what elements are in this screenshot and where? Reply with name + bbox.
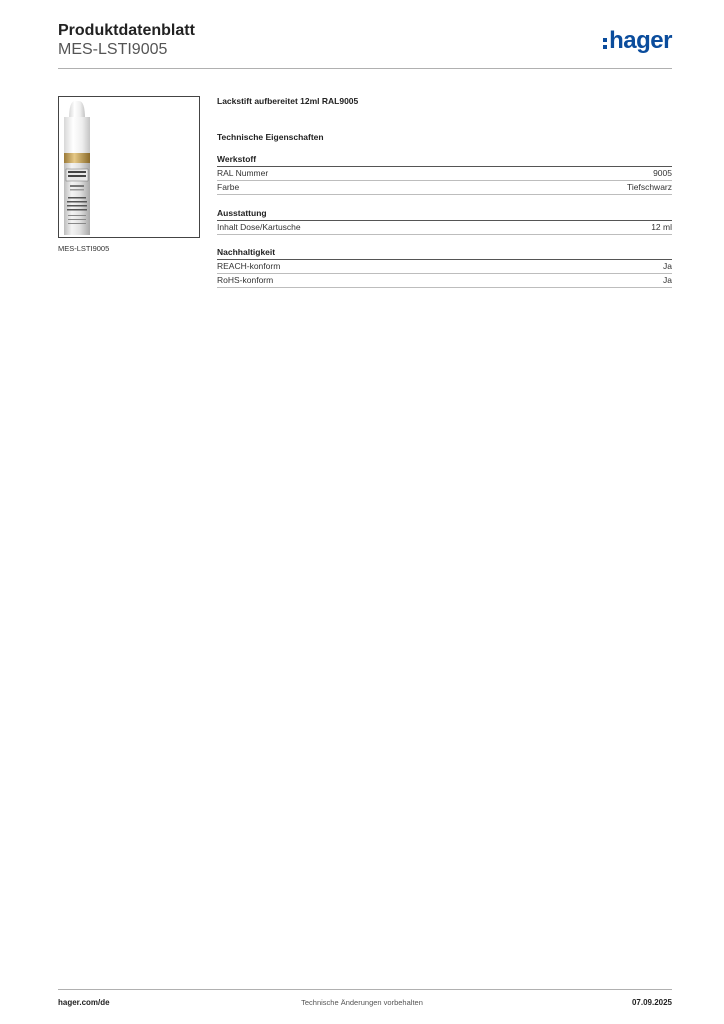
page-header bbox=[58, 22, 672, 68]
footer-notice: Technische Änderungen vorbehalten bbox=[301, 998, 423, 1007]
group-ausstattung bbox=[217, 207, 672, 235]
property-label: Farbe bbox=[217, 182, 240, 192]
product-name: Lackstift aufbereitet 12ml RAL9005 bbox=[217, 96, 359, 106]
property-label: RoHS-konform bbox=[217, 275, 274, 285]
hager-logo bbox=[603, 28, 672, 54]
footer-website: hager.com/de bbox=[58, 998, 110, 1007]
paint-pen-bottle-icon bbox=[59, 97, 199, 237]
property-value: Ja bbox=[663, 261, 672, 271]
property-row bbox=[217, 167, 672, 181]
property-value: 12 ml bbox=[651, 222, 672, 232]
product-image bbox=[58, 96, 200, 238]
logo-dots-icon bbox=[603, 38, 607, 49]
group-nachhaltigkeit bbox=[217, 246, 672, 288]
group-title: Ausstattung bbox=[217, 207, 672, 221]
group-werkstoff bbox=[217, 153, 672, 195]
header-divider bbox=[58, 68, 672, 69]
property-label: RAL Nummer bbox=[217, 168, 269, 178]
footer-divider bbox=[58, 989, 672, 990]
property-row bbox=[217, 221, 672, 235]
document-subtitle: MES-LSTI9005 bbox=[58, 41, 168, 58]
product-details bbox=[217, 95, 672, 288]
group-title: Nachhaltigkeit bbox=[217, 246, 672, 260]
property-row bbox=[217, 274, 672, 288]
property-row bbox=[217, 260, 672, 274]
property-value: 9005 bbox=[653, 168, 672, 178]
property-label: REACH-konform bbox=[217, 261, 281, 271]
document-title: Produktdatenblatt bbox=[58, 22, 195, 39]
property-row bbox=[217, 181, 672, 195]
image-caption: MES-LSTI9005 bbox=[58, 244, 110, 253]
property-value: Ja bbox=[663, 275, 672, 285]
group-title: Werkstoff bbox=[217, 153, 672, 167]
section-heading: Technische Eigenschaften bbox=[217, 132, 324, 142]
property-label: Inhalt Dose/Kartusche bbox=[217, 222, 301, 232]
property-value: Tiefschwarz bbox=[626, 182, 672, 192]
footer-date: 07.09.2025 bbox=[631, 998, 672, 1007]
logo-text: hager bbox=[609, 27, 672, 54]
